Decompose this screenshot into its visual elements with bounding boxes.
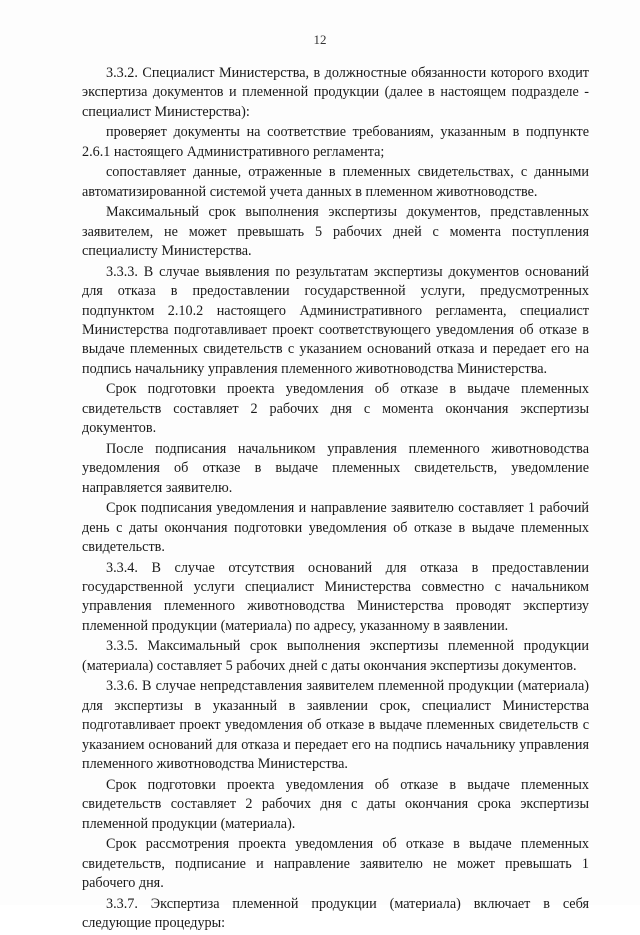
paragraph-3-3-7: 3.3.7. Экспертиза племенной продукции (материала) включает в себя следующие процедуры: — [82, 895, 589, 931]
paragraph-signing-term: Срок подписания уведомления и направление заявителю составляет 1 рабочий день с даты окончания подготовки уведомления об отказе в выдаче племенных свидетельств. — [82, 500, 589, 556]
paragraph-max-term-documents: Максимальный срок выполнения экспертизы документов, представленных заявителем, не может превышать 5 рабочих дней с момента поступления специалисту Министерства. — [82, 204, 589, 260]
paragraph-3-3-3: 3.3.3. В случае выявления по результатам экспертизы документов оснований для отказа в предоставлении государственной услуги, предусмотренных подпунктом 2.10.2 настоящего Административного регламента, специалист Министерства подготавливает проект соответствующего уведомления об отказе в выдаче племенных свидетельств с указанием оснований отказа и передает его на подпись начальнику управления племенного животноводства Министерства. — [82, 263, 589, 377]
document-body — [82, 64, 589, 935]
page-number: 12 — [313, 32, 327, 47]
paragraph-3-3-2: 3.3.2. Специалист Министерства, в должностные обязанности которого входит экспертиза документов и племенной продукции (далее в настоящем подразделе - специалист Министерства): — [82, 65, 589, 120]
paragraph-check-documents: проверяет документы на соответствие требованиям, указанным в подпункте 2.6.1 настоящего Административного регламента; — [82, 124, 589, 160]
paragraph-compare-data: сопоставляет данные, отраженные в племенных свидетельствах, с данными автоматизированной системой учета данных в племенном животноводстве. — [82, 164, 589, 200]
paragraph-refusal-preparation-term: Срок подготовки проекта уведомления об отказе в выдаче племенных свидетельств составляет 2 рабочих дня с даты окончания срока экспертизы племенной продукции (материала). — [82, 776, 589, 832]
paragraph-notice-sending: После подписания начальником управления племенного животноводства уведомления об отказе в выдаче племенных свидетельств, уведомление направляется заявителю. — [82, 440, 589, 496]
paragraph-notice-preparation-term: Срок подготовки проекта уведомления об отказе в выдаче племенных свидетельств составляет 2 рабочих дня с момента окончания экспертизы документов. — [82, 381, 589, 437]
paragraph-refusal-review-term: Срок рассмотрения проекта уведомления об отказе в выдаче племенных свидетельств, подписание и направление заявителю не может превышать 1 рабочего дня. — [82, 836, 589, 891]
paragraph-3-3-6: 3.3.6. В случае непредставления заявителем племенной продукции (материала) для экспертизы в указанный в заявлении срок, специалист Министерства подготавливает проект уведомления об отказе в выдаче племенных свидетельств с указанием оснований для отказа и передает его на подпись начальнику управления племенного животноводства Министерства. — [82, 678, 589, 773]
paragraph-3-3-4: 3.3.4. В случае отсутствия оснований для отказа в предоставлении государственной услуги специалист Министерства совместно с начальником управления племенного животноводства Министерства проводят экспертизу племенной продукции (материала) по адресу, указанному в заявлении. — [82, 559, 589, 634]
paragraph-3-3-5: 3.3.5. Максимальный срок выполнения экспертизы племенной продукции (материала) составляет 5 рабочих дней с даты окончания экспертизы документов. — [82, 638, 589, 674]
